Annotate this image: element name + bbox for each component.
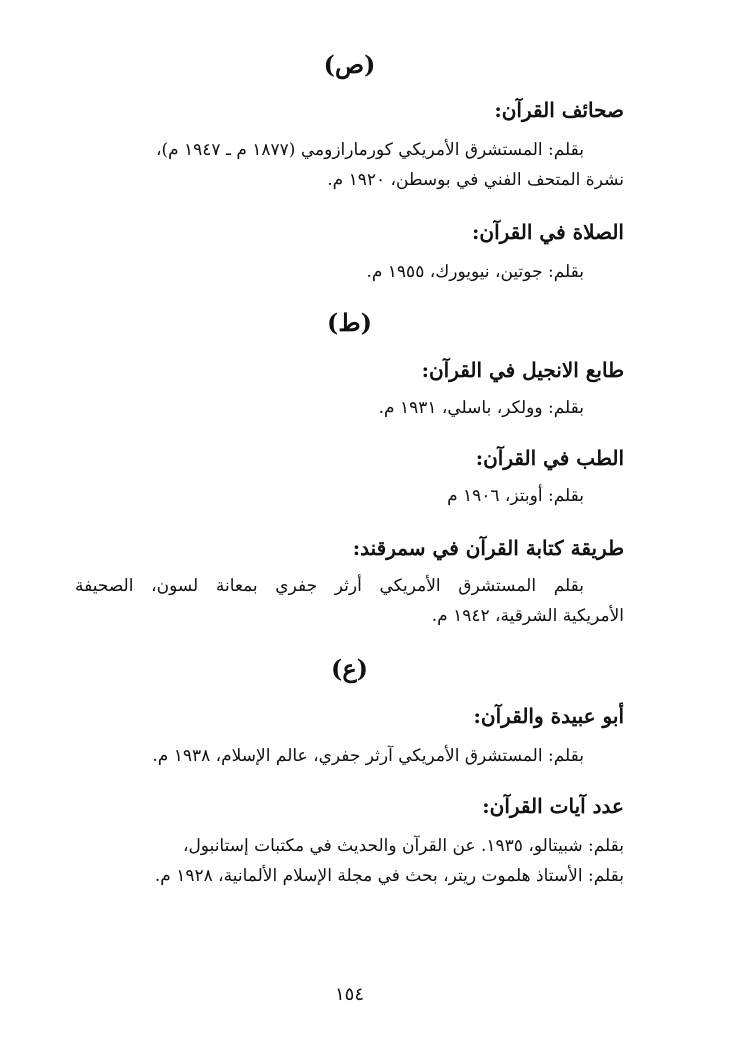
page-number: ١٥٤ [334, 984, 364, 1005]
entry-line: بقلم: أوبتز، ١٩٠٦ م [447, 486, 584, 506]
entry-line: بقلم: شبيتالو، ١٩٣٥. عن القرآن والحديث في مكتبات إستانبول، [182, 836, 624, 856]
entry-line: بقلم: الأستاذ هلموت ريتر، بحث في مجلة الإسلام الألمانية، ١٩٢٨ م. [154, 866, 624, 886]
entry-line: بقلم: جوتين، نيويورك، ١٩٥٥ م. [366, 262, 584, 282]
entry-line: بقلم: المستشرق الأمريكي آرثر جفري، عالم الإسلام، ١٩٣٨ م. [152, 746, 584, 766]
entry-title: الطب في القرآن: [475, 446, 624, 470]
entry-line: بقلم المستشرق الأمريكي أرثر جفري بمعانة لسون، الصحيفة [75, 576, 584, 596]
entry-line: نشرة المتحف الفني في بوسطن، ١٩٢٠ م. [327, 170, 624, 190]
section-letter-ain: (ع) [330, 654, 369, 683]
document-page [75, 0, 624, 1053]
entry-line: الأمريكية الشرقية، ١٩٤٢ م. [431, 606, 624, 626]
entry-title: عدد آيات القرآن: [482, 794, 624, 818]
entry-line: بقلم: وولكر، باسلي، ١٩٣١ م. [378, 398, 584, 418]
entry-title: الصلاة في القرآن: [472, 220, 624, 244]
section-letter-sad: (ص) [323, 50, 376, 79]
entry-title: صحائف القرآن: [494, 98, 624, 122]
entry-title: أبو عبيدة والقرآن: [473, 704, 624, 728]
entry-title: طريقة كتابة القرآن في سمرقند: [352, 536, 624, 560]
entry-title: طابع الانجيل في القرآن: [421, 358, 624, 382]
section-letter-ta: (ط) [327, 308, 372, 337]
entry-line: بقلم: المستشرق الأمريكي كورمارازومي (١٨٧٧ م ـ ١٩٤٧ م)، [155, 140, 584, 160]
